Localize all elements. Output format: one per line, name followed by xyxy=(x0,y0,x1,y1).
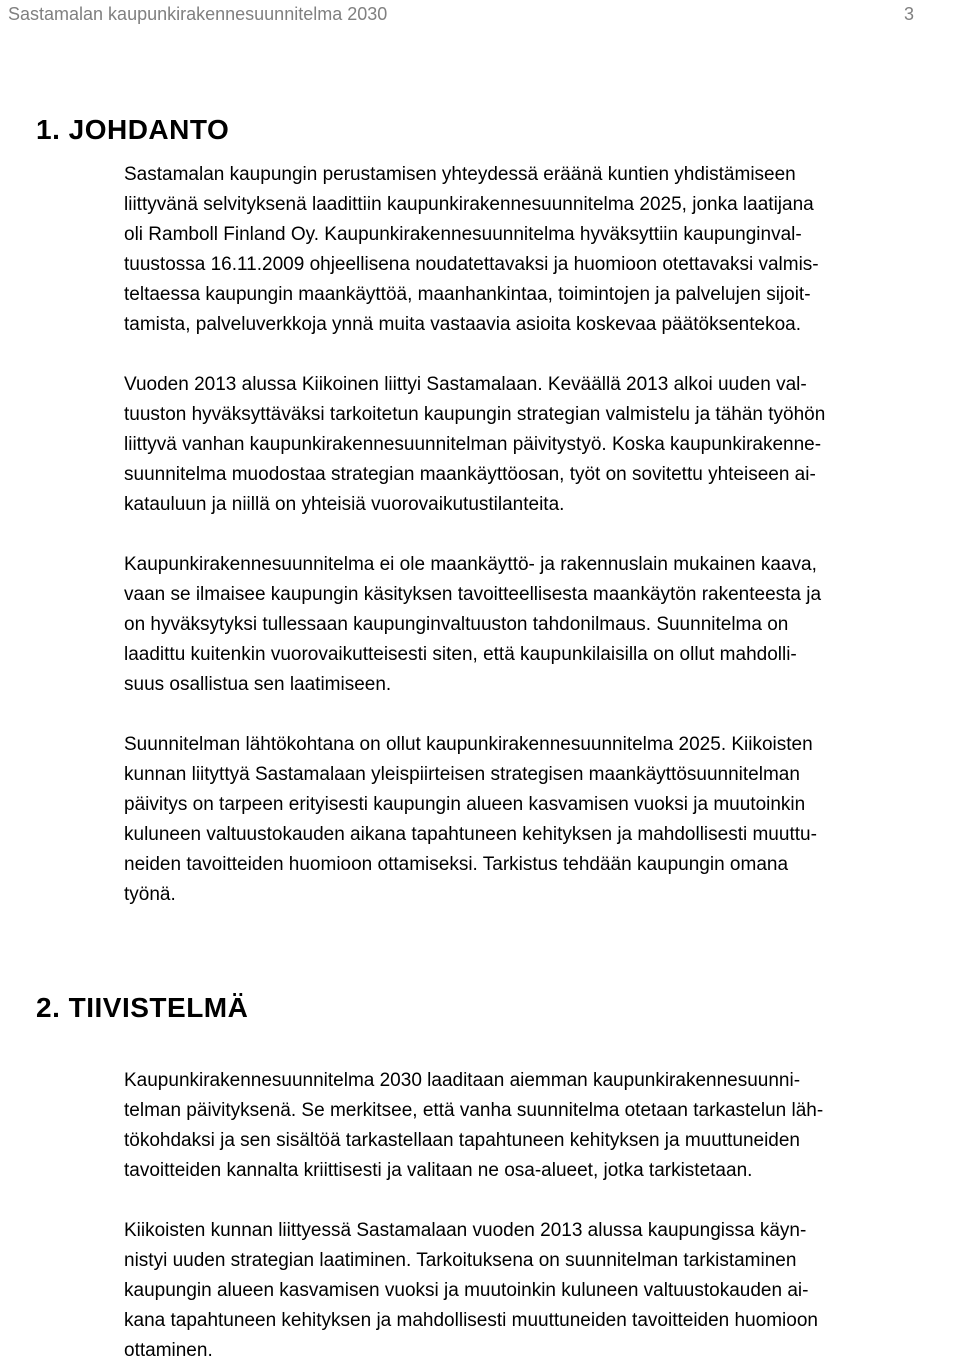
section-heading-tiivistelma: 2. TIIVISTELMÄ xyxy=(36,992,249,1023)
text-line: nistyi uuden strategian laatiminen. Tarkoituksena on suunnitelman tarkistaminen xyxy=(124,1250,797,1271)
text-line: työnä. xyxy=(124,884,176,905)
paragraph xyxy=(124,160,960,340)
text-line: kuluneen valtuustokauden aikana tapahtuneen kehityksen ja mahdollisesti muuttu- xyxy=(124,824,817,845)
paragraph-text xyxy=(124,160,960,340)
text-line: päivitys on tarpeen erityisesti kaupungin alueen kasvamisen vuoksi ja muutoinkin xyxy=(124,794,806,815)
paragraph-text xyxy=(124,1066,960,1186)
section-heading-johdanto: 1. JOHDANTO xyxy=(36,114,230,145)
paragraph-text xyxy=(124,1216,960,1366)
text-line: Kiikoisten kunnan liittyessä Sastamalaan vuoden 2013 alussa kaupungissa käyn- xyxy=(124,1220,807,1241)
text-line: tökohdaksi ja sen sisältöä tarkastellaan tapahtuneen kehityksen ja muuttuneiden xyxy=(124,1130,800,1151)
paragraph-text xyxy=(124,550,960,700)
text-line: kaupungin alueen kasvamisen vuoksi ja muutoinkin kuluneen valtuustokauden ai- xyxy=(124,1280,809,1301)
page-number: 3 xyxy=(903,4,914,24)
text-line: vaan se ilmaisee kaupungin käsityksen tavoitteellisesta maankäytön rakenteesta ja xyxy=(124,584,822,605)
paragraph xyxy=(124,550,960,700)
document-title: Sastamalan kaupunkirakennesuunnitelma 2030 xyxy=(8,4,388,24)
text-line: telman päivityksenä. Se merkitsee, että vanha suunnitelma otetaan tarkastelun läh- xyxy=(124,1100,824,1121)
text-line: laadittu kuitenkin vuorovaikutteisesti siten, että kaupunkilaisilla on ollut mahdolli- xyxy=(124,644,797,665)
text-line: katauluun ja niillä on yhteisiä vuorovaikutustilanteita. xyxy=(124,494,565,515)
text-line: liittyvänä selvityksenä laadittiin kaupunkirakennesuunnitelma 2025, jonka laatijana xyxy=(124,194,814,215)
text-line: Kaupunkirakennesuunnitelma ei ole maankäyttö- ja rakennuslain mukainen kaava, xyxy=(124,554,817,575)
paragraph xyxy=(124,1066,960,1186)
text-line: ottaminen. xyxy=(124,1340,213,1361)
text-line: Kaupunkirakennesuunnitelma 2030 laaditaan aiemman kaupunkirakennesuunni- xyxy=(124,1070,801,1091)
text-line: suus osallistua sen laatimiseen. xyxy=(124,674,392,695)
text-line: oli Ramboll Finland Oy. Kaupunkirakennesuunnitelma hyväksyttiin kaupunginval- xyxy=(124,224,802,245)
text-line: kunnan liityttyä Sastamalaan yleispiirteisen strategisen maankäyttösuunnitelman xyxy=(124,764,800,785)
text-line: Sastamalan kaupungin perustamisen yhteydessä eräänä kuntien yhdistämiseen xyxy=(124,164,796,185)
paragraph-text xyxy=(124,370,960,520)
text-line: tuustossa 16.11.2009 ohjeellisena noudatettavaksi ja huomioon otettavaksi valmis- xyxy=(124,254,819,275)
text-line: tamista, palveluverkkoja ynnä muita vastaavia asioita koskevaa päätöksentekoa. xyxy=(124,314,801,335)
text-line: on hyväksytyksi tullessaan kaupunginvaltuuston tahdonilmaus. Suunnitelma on xyxy=(124,614,789,635)
page-header xyxy=(8,4,922,30)
text-line: suunnitelma muodostaa strategian maankäyttöosan, työt on sovitettu yhteiseen ai- xyxy=(124,464,816,485)
text-line: Vuoden 2013 alussa Kiikoinen liittyi Sastamalaan. Keväällä 2013 alkoi uuden val- xyxy=(124,374,807,395)
text-line: kana tapahtuneen kehityksen ja mahdollisesti muuttuneiden tavoitteiden huomioon xyxy=(124,1310,818,1331)
paragraph xyxy=(124,370,960,520)
text-line: tuuston hyväksyttäväksi tarkoitetun kaupungin strategian valmistelu ja tähän työhön xyxy=(124,404,826,425)
text-line: tavoitteiden kannalta kriittisesti ja valitaan ne osa-alueet, jotka tarkistetaan. xyxy=(124,1160,753,1181)
paragraph-text xyxy=(124,730,960,910)
text-line: liittyvä vanhan kaupunkirakennesuunnitelman päivitystyö. Koska kaupunkirakenne- xyxy=(124,434,822,455)
paragraph xyxy=(124,730,960,910)
text-line: teltaessa kaupungin maankäyttöä, maanhankintaa, toimintojen ja palvelujen sijoit- xyxy=(124,284,811,305)
paragraph xyxy=(124,1216,960,1366)
text-line: Suunnitelman lähtökohtana on ollut kaupunkirakennesuunnitelma 2025. Kiikoisten xyxy=(124,734,813,755)
text-line: neiden tavoitteiden huomioon ottamiseksi. Tarkistus tehdään kaupungin omana xyxy=(124,854,789,875)
